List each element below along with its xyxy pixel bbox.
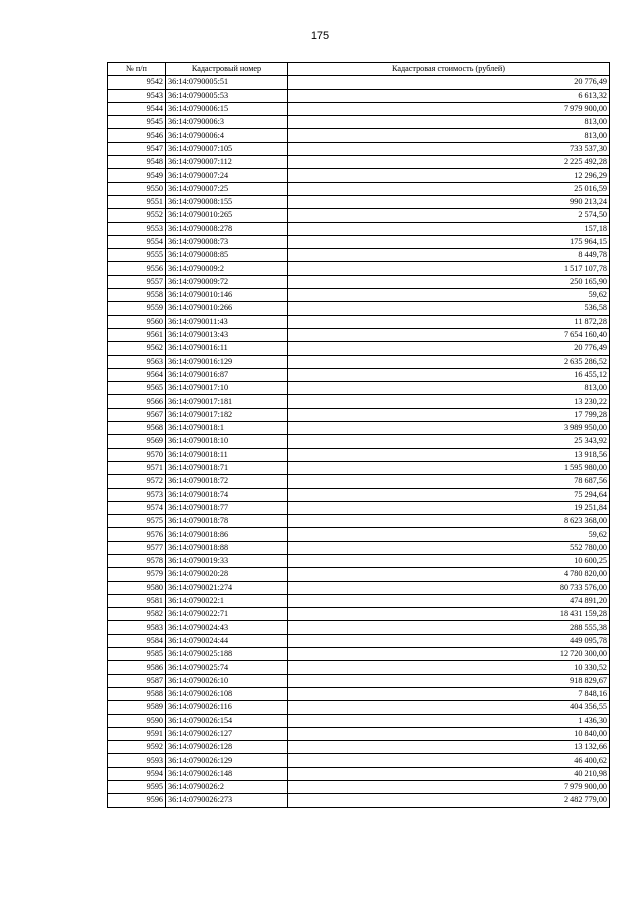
cadastral-value-cell: 1 595 980,00 [288,461,610,474]
table-row [108,754,610,767]
cadastral-number-cell: 36:14:0790011:43 [166,315,288,328]
table-row [108,302,610,315]
row-number-cell: 9560 [108,315,166,328]
cadastral-number-cell: 36:14:0790021:274 [166,581,288,594]
cadastral-number-cell: 36:14:0790006:4 [166,129,288,142]
row-number-cell: 9549 [108,169,166,182]
table-row [108,594,610,607]
cadastral-value-cell: 288 555,38 [288,621,610,634]
header-row [108,63,610,76]
cadastral-number-cell: 36:14:0790026:2 [166,781,288,794]
cadastral-value-cell: 13 132,66 [288,741,610,754]
cadastral-value-cell: 536,58 [288,302,610,315]
cadastral-number-cell: 36:14:0790006:15 [166,102,288,115]
cadastral-value-cell: 59,62 [288,528,610,541]
cadastral-value-cell: 7 848,16 [288,687,610,700]
row-number-cell: 9588 [108,687,166,700]
table-row [108,608,610,621]
table-row [108,368,610,381]
table-row [108,528,610,541]
cadastral-number-cell: 36:14:0790024:44 [166,634,288,647]
row-number-cell: 9568 [108,422,166,435]
cadastral-value-cell: 474 891,20 [288,594,610,607]
table-row [108,195,610,208]
row-number-cell: 9572 [108,475,166,488]
table-row [108,448,610,461]
row-number-cell: 9552 [108,209,166,222]
cadastral-number-cell: 36:14:0790005:51 [166,76,288,89]
cadastral-value-cell: 20 776,49 [288,342,610,355]
cadastral-value-cell: 10 330,52 [288,661,610,674]
cadastral-number-cell: 36:14:0790017:181 [166,395,288,408]
cadastral-value-cell: 17 799,28 [288,408,610,421]
cadastral-number-cell: 36:14:0790007:24 [166,169,288,182]
cadastral-number-cell: 36:14:0790008:278 [166,222,288,235]
cadastral-value-cell: 157,18 [288,222,610,235]
table-row [108,515,610,528]
row-number-cell: 9556 [108,262,166,275]
cadastral-value-cell: 13 230,22 [288,395,610,408]
cadastral-number-cell: 36:14:0790008:155 [166,195,288,208]
row-number-cell: 9587 [108,674,166,687]
cadastral-number-cell: 36:14:0790018:88 [166,541,288,554]
cadastral-number-cell: 36:14:0790026:148 [166,767,288,780]
table-row [108,701,610,714]
cadastral-number-cell: 36:14:0790024:43 [166,621,288,634]
cadastral-number-cell: 36:14:0790026:128 [166,741,288,754]
cadastral-number-cell: 36:14:0790007:112 [166,156,288,169]
row-number-cell: 9546 [108,129,166,142]
cadastral-number-cell: 36:14:0790017:10 [166,382,288,395]
row-number-cell: 9561 [108,328,166,341]
cadastral-number-cell: 36:14:0790016:87 [166,368,288,381]
row-number-cell: 9563 [108,355,166,368]
table-row [108,382,610,395]
cadastral-value-cell: 4 780 820,00 [288,568,610,581]
cadastral-number-cell: 36:14:0790010:146 [166,289,288,302]
cadastral-value-cell: 6 613,32 [288,89,610,102]
cadastral-value-cell: 813,00 [288,116,610,129]
table-row [108,142,610,155]
table-row [108,408,610,421]
cadastral-value-cell: 25 343,92 [288,435,610,448]
cadastral-value-cell: 80 733 576,00 [288,581,610,594]
cadastral-value-cell: 7 979 900,00 [288,781,610,794]
row-number-cell: 9554 [108,235,166,248]
table-row [108,541,610,554]
cadastral-value-cell: 8 449,78 [288,249,610,262]
cadastral-value-cell: 59,62 [288,289,610,302]
cadastral-value-cell: 404 356,55 [288,701,610,714]
row-number-cell: 9559 [108,302,166,315]
table-row [108,422,610,435]
cadastral-value-cell: 7 979 900,00 [288,102,610,115]
cadastral-number-cell: 36:14:0790010:266 [166,302,288,315]
cadastral-number-cell: 36:14:0790026:116 [166,701,288,714]
cadastral-value-cell: 19 251,84 [288,501,610,514]
cadastral-value-cell: 10 600,25 [288,554,610,567]
cadastral-value-cell: 449 095,78 [288,634,610,647]
table-row [108,76,610,89]
table-row [108,275,610,288]
row-number-cell: 9586 [108,661,166,674]
table-row [108,727,610,740]
row-number-cell: 9571 [108,461,166,474]
table-row [108,661,610,674]
cadastral-value-cell: 175 964,15 [288,235,610,248]
row-number-cell: 9557 [108,275,166,288]
cadastral-number-cell: 36:14:0790026:10 [166,674,288,687]
cadastral-value-cell: 20 776,49 [288,76,610,89]
cadastral-value-cell: 18 431 159,28 [288,608,610,621]
cadastral-number-cell: 36:14:0790018:10 [166,435,288,448]
cadastral-number-cell: 36:14:0790020:28 [166,568,288,581]
cadastral-value-cell: 11 872,28 [288,315,610,328]
cadastral-table [107,62,610,808]
row-number-cell: 9569 [108,435,166,448]
table-row [108,674,610,687]
row-number-cell: 9581 [108,594,166,607]
row-number-cell: 9542 [108,76,166,89]
cadastral-value-cell: 918 829,67 [288,674,610,687]
table-row [108,568,610,581]
header-cadastral-value: Кадастровая стоимость (рублей) [288,63,610,76]
row-number-cell: 9543 [108,89,166,102]
row-number-cell: 9573 [108,488,166,501]
table-row [108,581,610,594]
row-number-cell: 9574 [108,501,166,514]
page-number: 175 [310,30,330,42]
table-row [108,355,610,368]
row-number-cell: 9567 [108,408,166,421]
cadastral-value-cell: 78 687,56 [288,475,610,488]
cadastral-value-cell: 75 294,64 [288,488,610,501]
cadastral-number-cell: 36:14:0790016:129 [166,355,288,368]
row-number-cell: 9577 [108,541,166,554]
table-row [108,634,610,647]
table-row [108,89,610,102]
row-number-cell: 9544 [108,102,166,115]
cadastral-number-cell: 36:14:0790018:72 [166,475,288,488]
cadastral-number-cell: 36:14:0790018:1 [166,422,288,435]
row-number-cell: 9551 [108,195,166,208]
table-row [108,488,610,501]
row-number-cell: 9553 [108,222,166,235]
cadastral-value-cell: 10 840,00 [288,727,610,740]
cadastral-number-cell: 36:14:0790010:265 [166,209,288,222]
row-number-cell: 9558 [108,289,166,302]
cadastral-value-cell: 2 574,50 [288,209,610,222]
row-number-cell: 9593 [108,754,166,767]
cadastral-value-cell: 813,00 [288,382,610,395]
cadastral-value-cell: 25 016,59 [288,182,610,195]
row-number-cell: 9565 [108,382,166,395]
cadastral-number-cell: 36:14:0790017:182 [166,408,288,421]
row-number-cell: 9555 [108,249,166,262]
table-row [108,621,610,634]
table-row [108,102,610,115]
row-number-cell: 9592 [108,741,166,754]
cadastral-number-cell: 36:14:0790019:33 [166,554,288,567]
cadastral-number-cell: 36:14:0790007:25 [166,182,288,195]
table-row [108,156,610,169]
cadastral-value-cell: 2 635 286,52 [288,355,610,368]
cadastral-value-cell: 16 455,12 [288,368,610,381]
table-row [108,129,610,142]
cadastral-number-cell: 36:14:0790006:3 [166,116,288,129]
row-number-cell: 9580 [108,581,166,594]
table-row [108,315,610,328]
cadastral-value-cell: 1 517 107,78 [288,262,610,275]
cadastral-value-cell: 12 720 300,00 [288,648,610,661]
cadastral-number-cell: 36:14:0790009:2 [166,262,288,275]
cadastral-number-cell: 36:14:0790016:11 [166,342,288,355]
cadastral-number-cell: 36:14:0790026:108 [166,687,288,700]
row-number-cell: 9566 [108,395,166,408]
table-row [108,116,610,129]
table-row [108,169,610,182]
row-number-cell: 9550 [108,182,166,195]
row-number-cell: 9589 [108,701,166,714]
table-row [108,687,610,700]
table-row [108,209,610,222]
cadastral-number-cell: 36:14:0790018:78 [166,515,288,528]
cadastral-number-cell: 36:14:0790026:127 [166,727,288,740]
table-row [108,222,610,235]
row-number-cell: 9596 [108,794,166,807]
cadastral-number-cell: 36:14:0790018:77 [166,501,288,514]
cadastral-number-cell: 36:14:0790026:129 [166,754,288,767]
table-row [108,501,610,514]
row-number-cell: 9575 [108,515,166,528]
row-number-cell: 9595 [108,781,166,794]
table-row [108,741,610,754]
cadastral-value-cell: 13 918,56 [288,448,610,461]
cadastral-number-cell: 36:14:0790022:1 [166,594,288,607]
table-row [108,435,610,448]
row-number-cell: 9585 [108,648,166,661]
cadastral-value-cell: 990 213,24 [288,195,610,208]
cadastral-number-cell: 36:14:0790022:71 [166,608,288,621]
cadastral-value-cell: 40 210,98 [288,767,610,780]
row-number-cell: 9547 [108,142,166,155]
cadastral-value-cell: 12 296,29 [288,169,610,182]
table-row [108,714,610,727]
row-number-cell: 9545 [108,116,166,129]
cadastral-value-cell: 7 654 160,40 [288,328,610,341]
table-row [108,342,610,355]
table-row [108,289,610,302]
cadastral-value-cell: 3 989 950,00 [288,422,610,435]
cadastral-value-cell: 46 400,62 [288,754,610,767]
cadastral-number-cell: 36:14:0790018:86 [166,528,288,541]
row-number-cell: 9578 [108,554,166,567]
row-number-cell: 9564 [108,368,166,381]
row-number-cell: 9591 [108,727,166,740]
cadastral-value-cell: 2 482 779,00 [288,794,610,807]
cadastral-number-cell: 36:14:0790025:188 [166,648,288,661]
table-row [108,554,610,567]
header-cadastral-number: Кадастровый номер [166,63,288,76]
table-row [108,262,610,275]
table-row [108,475,610,488]
table-row [108,781,610,794]
header-row-number: № п/п [108,63,166,76]
cadastral-value-cell: 250 165,90 [288,275,610,288]
cadastral-number-cell: 36:14:0790013:43 [166,328,288,341]
table-row [108,648,610,661]
table-header [108,63,610,76]
table-row [108,235,610,248]
cadastral-value-cell: 813,00 [288,129,610,142]
table-row [108,794,610,807]
row-number-cell: 9590 [108,714,166,727]
row-number-cell: 9570 [108,448,166,461]
cadastral-number-cell: 36:14:0790008:85 [166,249,288,262]
cadastral-number-cell: 36:14:0790026:154 [166,714,288,727]
cadastral-value-cell: 552 780,00 [288,541,610,554]
cadastral-number-cell: 36:14:0790007:105 [166,142,288,155]
row-number-cell: 9583 [108,621,166,634]
row-number-cell: 9562 [108,342,166,355]
table-row [108,182,610,195]
row-number-cell: 9548 [108,156,166,169]
cadastral-value-cell: 8 623 368,00 [288,515,610,528]
row-number-cell: 9582 [108,608,166,621]
cadastral-number-cell: 36:14:0790025:74 [166,661,288,674]
cadastral-number-cell: 36:14:0790018:74 [166,488,288,501]
table-row [108,461,610,474]
row-number-cell: 9576 [108,528,166,541]
cadastral-number-cell: 36:14:0790005:53 [166,89,288,102]
cadastral-value-cell: 2 225 492,28 [288,156,610,169]
cadastral-number-cell: 36:14:0790018:11 [166,448,288,461]
cadastral-number-cell: 36:14:0790026:273 [166,794,288,807]
row-number-cell: 9579 [108,568,166,581]
table-body [108,76,610,807]
table-row [108,767,610,780]
cadastral-number-cell: 36:14:0790008:73 [166,235,288,248]
cadastral-value-cell: 1 436,30 [288,714,610,727]
cadastral-number-cell: 36:14:0790009:72 [166,275,288,288]
row-number-cell: 9584 [108,634,166,647]
table-row [108,249,610,262]
cadastral-value-cell: 733 537,30 [288,142,610,155]
row-number-cell: 9594 [108,767,166,780]
table-row [108,395,610,408]
cadastral-number-cell: 36:14:0790018:71 [166,461,288,474]
table-row [108,328,610,341]
